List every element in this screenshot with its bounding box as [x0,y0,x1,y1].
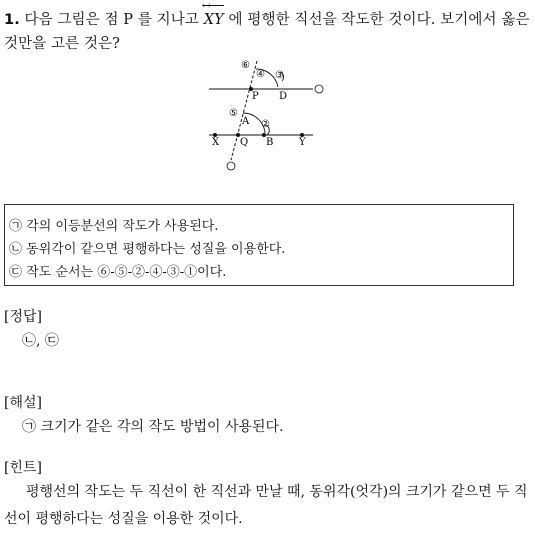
option-2-text: 동위각이 같으면 평행하다는 성질을 이용한다. [26,242,286,257]
explanation-heading: [해설] [4,395,42,411]
label-four: ④ [256,69,265,80]
label-two: ② [261,119,270,130]
label-six-bottom [227,162,235,170]
option-3-text: 작도 순서는 ⑥-⑤-②-④-③-①이다. [26,265,227,280]
hint-text: 평행선의 작도는 두 직선이 한 직선과 만날 때, 동위각(엇각)의 크기가 같으면 두 직선이 평행하다는 성질을 이용한 것이다. [4,484,528,527]
options-box [4,204,514,286]
construction-figure [205,55,335,175]
label-q: Q [240,137,249,148]
answer-text: ㉡, ㉢ [22,333,59,349]
label-b: B [266,137,274,148]
question-stem [4,4,532,56]
answer-heading: [정답] [4,309,42,325]
option-3 [9,261,226,280]
label-three: ③ [275,70,284,81]
label-p: P [252,91,259,102]
option-2-mark: ㉡ [9,242,23,257]
option-1-text: 각의 이등분선의 작도가 사용된다. [26,219,219,234]
option-2 [9,238,285,257]
option-3-mark: ㉢ [9,265,23,280]
hint-heading: [힌트] [4,460,42,476]
question-number: 1. [4,12,20,28]
label-five: ⑤ [229,108,238,119]
option-1 [9,215,219,234]
question-text-before: 다음 그림은 점 P 를 지나고 [24,12,204,28]
label-a: A [242,116,250,127]
explanation-text: ㉠ 크기가 같은 각의 작도 방법이 사용된다. [22,419,284,435]
label-six: ⑥ [241,60,250,71]
question-text-after: 에 평행한 직선을 작도한 것이다. 보기에서 옳은 것만을 고른 것은? [4,12,530,52]
line-xy-label: XY ↔ [204,4,224,32]
label-x: X [212,137,220,148]
label-d: D [279,91,288,102]
label-y: Y [299,137,306,148]
label-one [315,85,323,93]
option-1-mark: ㉠ [9,219,23,234]
